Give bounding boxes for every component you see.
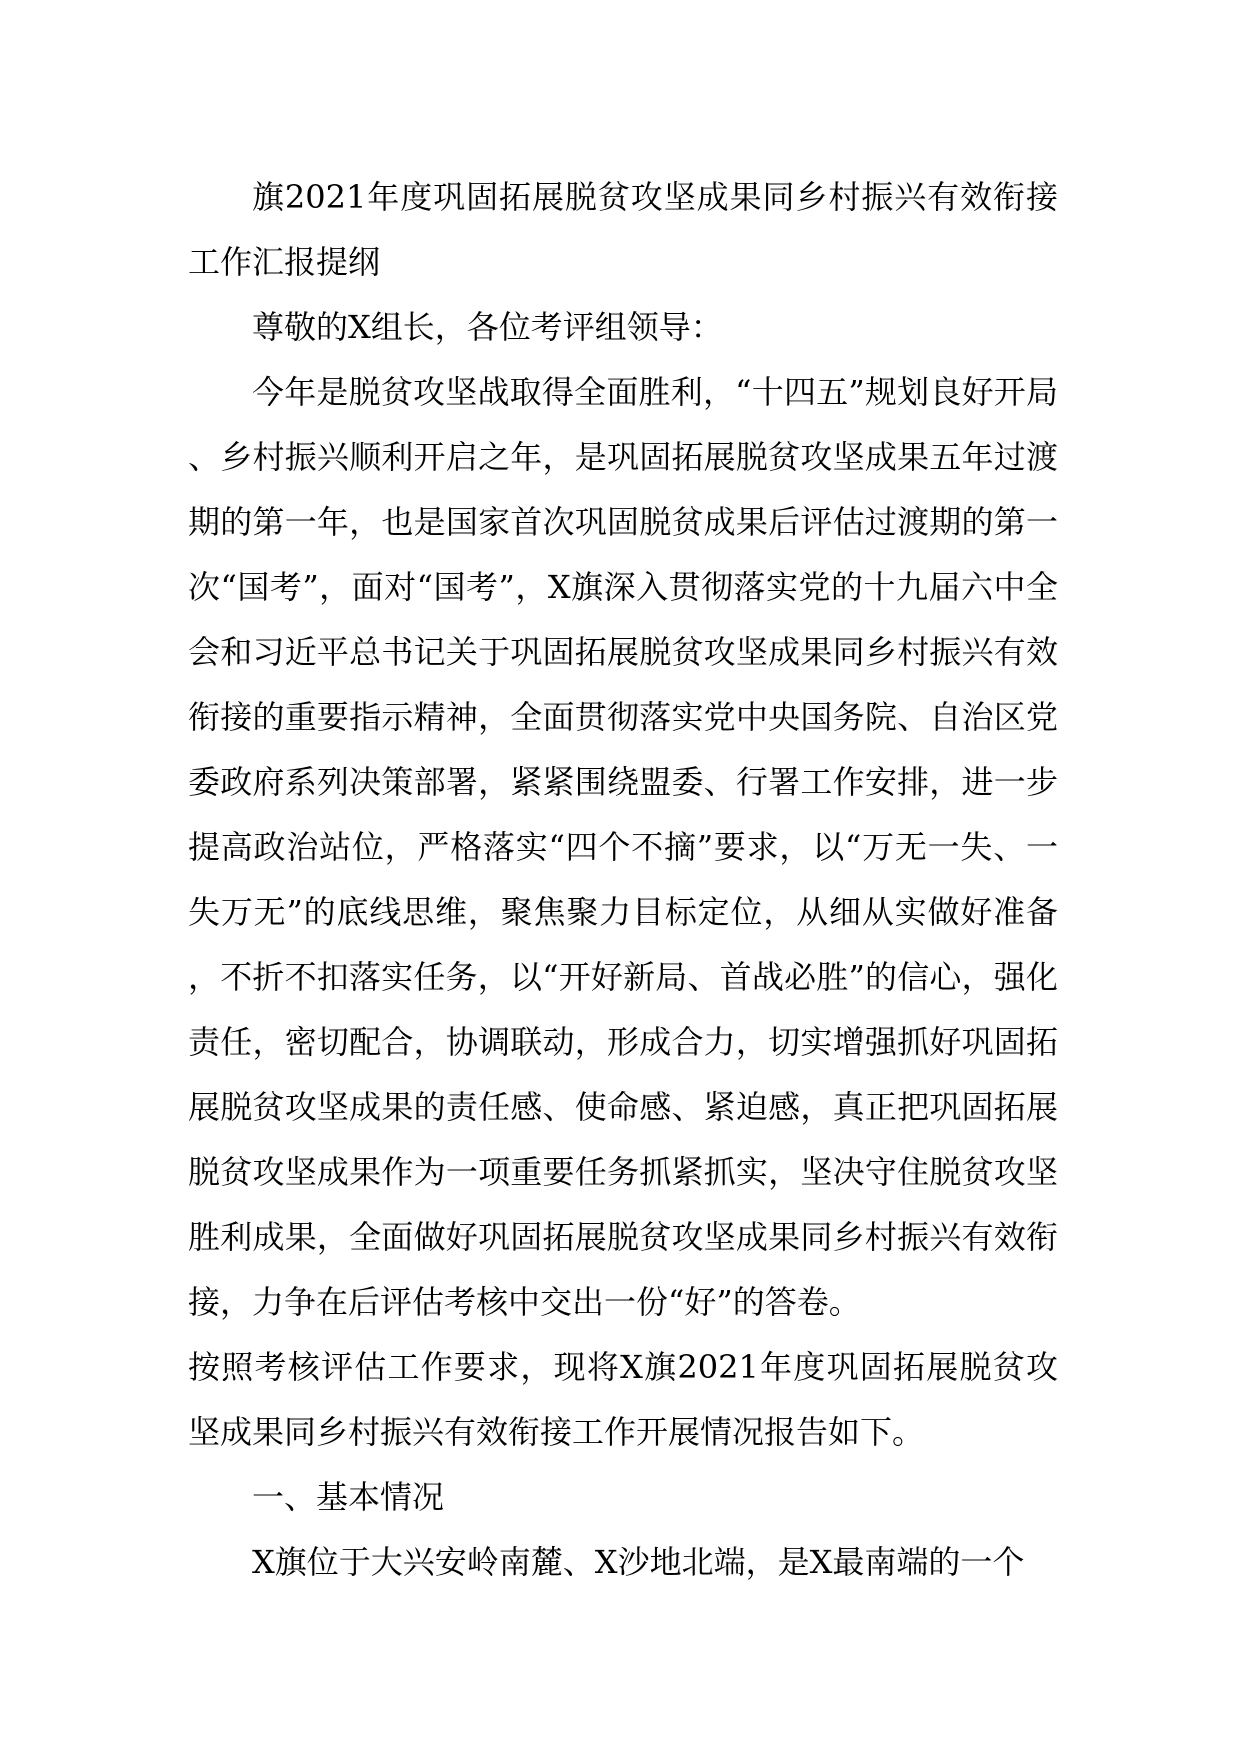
salutation: 尊敬的X组长，各位考评组领导： <box>252 308 723 346</box>
section-1-heading: 一、基本情况 <box>252 1478 445 1516</box>
body-paragraph-1-continuation: 按照考核评估工作要求，现将X旗2021年度巩固拓展脱贫攻坚成果同乡村振兴有效衔接工作开展情况报告如下。 <box>188 1348 1058 1451</box>
document-title: 旗2021年度巩固拓展脱贫攻坚成果同乡村振兴有效衔接工作汇报提纲 <box>188 178 1058 281</box>
section-1-paragraph: X旗位于大兴安岭南麓、X沙地北端，是X最南端的一个 <box>252 1543 1025 1581</box>
document-page <box>188 165 1058 1595</box>
body-paragraph-1: 今年是脱贫攻坚战取得全面胜利，“十四五”规划良好开局、乡村振兴顺利开启之年，是巩固拓展脱贫攻坚成果五年过渡期的第一年，也是国家首次巩固脱贫成果后评估过渡期的第一次“国考”，面对“国考”，X旗深入贯彻落实党的十九届六中全会和习近平总书记关于巩固拓展脱贫攻坚成果同乡村振兴有效衔接的重要指示精神，全面贯彻落实党中央国务院、自治区党委政府系列决策部署，紧紧围绕盟委、行署工作安排，进一步提高政治站位，严格落实“四个不摘”要求，以“万无一失、一失万无”的底线思维，聚焦聚力目标定位，从细从实做好准备，不折不扣落实任务，以“开好新局、首战必胜”的信心，强化责任，密切配合，协调联动，形成合力，切实增强抓好巩固拓展脱贫攻坚成果的责任感、使命感、紧迫感，真正把巩固拓展脱贫攻坚成果作为一项重要任务抓紧抓实，坚决守住脱贫攻坚胜利成果，全面做好巩固拓展脱贫攻坚成果同乡村振兴有效衔接，力争在后评估考核中交出一份“好”的答卷。 <box>188 373 1058 1321</box>
